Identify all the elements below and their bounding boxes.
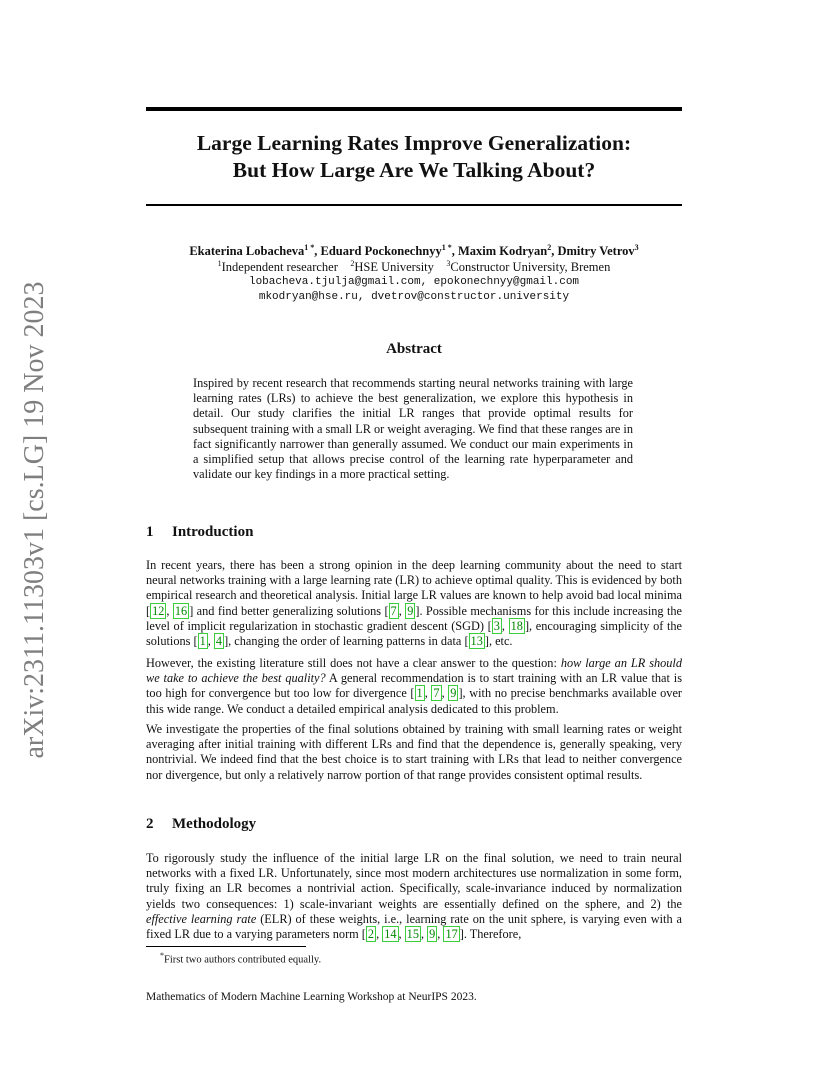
citation-link[interactable]: 18: [510, 618, 523, 633]
citation-link[interactable]: 14: [384, 927, 397, 942]
text-run: ], with no precise benchmarks available over this wide range. We conduct a detailed empirical analysis dedicated to this problem.: [146, 686, 683, 716]
section-heading-methodology: [146, 816, 256, 833]
affil-name: HSE University: [354, 260, 434, 275]
affil-name: Independent researcher: [221, 260, 338, 275]
author-mark: 3: [634, 243, 639, 252]
methodology-paragraph-1: [146, 851, 682, 942]
citation-link[interactable]: 3: [493, 618, 500, 633]
text-run: (ELR) of these weights, i.e., learning rate on the unit sphere, is varying even with a fixed LR due to a varying parameters norm [: [146, 911, 682, 942]
text-run: ,: [441, 686, 449, 701]
text-run: ]. Possible mechanisms for this include increasing the level of implicit regularization in stochastic gradient descent (SGD) [: [146, 603, 682, 633]
intro-paragraph-2: [146, 656, 682, 717]
footnote-text: First two authors contributed equally.: [164, 954, 322, 966]
abstract-heading: Abstract: [386, 341, 442, 357]
citation-link[interactable]: 16: [174, 603, 188, 618]
paper-title: [146, 130, 682, 184]
venue-note: Mathematics of Modern Machine Learning Workshop at NeurIPS 2023.: [146, 991, 477, 1003]
section-title: Introduction: [172, 524, 254, 540]
arxiv-stamp: arXiv:2311.11303v1 [cs.LG] 19 Nov 2023: [19, 281, 50, 759]
footnote-rule: [146, 946, 306, 947]
author-name: Ekaterina Lobacheva: [189, 244, 305, 259]
text-run: ]. Therefore,: [459, 927, 522, 942]
footnote-mark: *: [160, 951, 164, 960]
author-name: Eduard Pockonechnyy: [320, 244, 442, 259]
author-mark: 1 *: [441, 243, 452, 252]
author-mark: 1 *: [304, 243, 315, 252]
affil-mark: 1: [217, 259, 222, 268]
section-number: 2: [146, 816, 154, 832]
section-number: 1: [146, 524, 154, 540]
author-name: Maxim Kodryan: [457, 244, 548, 259]
intro-paragraph-3: We investigate the properties of the final solutions obtained by training with small learning rates or weight averaging after initial training with different LRs and find that the dependence is, generally speaking, very nontrivial. We indeed find that the best choice is to start training with LRs that lead to neither convergence nor divergence, but only a relatively narrow portion of that range provides consistent optimal results.: [146, 722, 682, 782]
text-run: ,: [501, 618, 509, 633]
text-run: To rigorously study the influence of the initial large LR on the final solution, we need to train neural networks with a fixed LR. Unfortunately, since most modern architectures use normalization in some form, truly fixing an LR becomes a nontrivial action. Specifically, scale-invariance induced by normalization yields two consequences: 1) scale-invariant weights are essentially defined on the sphere, and 2) the: [146, 851, 682, 911]
text-run: ,: [376, 927, 383, 942]
text-run: In recent years, there has been a strong opinion in the deep learning community about the need to start neural networks training with a large learning rate (LR) to achieve optimal quality. This is evidenced by both empirical research and theoretical analysis. Initial large LR values are known to help avoid bad local minima [: [146, 558, 682, 618]
citation-link[interactable]: 7: [433, 686, 440, 701]
text-run: However, the existing literature still does not have a clear answer to the question:: [146, 656, 561, 670]
citation-link[interactable]: 9: [429, 927, 436, 942]
text-run: ,: [166, 603, 173, 618]
text-run: ,: [437, 927, 444, 942]
text-run: ,: [398, 603, 406, 618]
author-list: Ekaterina Lobacheva$^{1 *}$, Eduard Pockonechnyy$^{1 *}$, Maxim Kodryan$^2$, Dmitry Vetrov$^3$: [189, 243, 639, 259]
citation-link[interactable]: 12: [152, 603, 165, 618]
text-run: ,: [398, 927, 405, 942]
affil-mark: 2: [350, 259, 355, 268]
section-title: Methodology: [172, 816, 257, 832]
title-bottom-rule: [146, 204, 682, 206]
author-mark: 2: [547, 243, 552, 252]
text-run: ,: [424, 686, 432, 701]
citation-link[interactable]: 17: [445, 927, 458, 942]
affil-mark: 3: [446, 259, 451, 268]
section-heading-introduction: [146, 524, 253, 541]
text-run: ], etc.: [484, 634, 513, 649]
citation-link[interactable]: 7: [390, 603, 397, 618]
text-run: ,: [420, 927, 428, 942]
text-run: ], encouraging simplicity of the solutions [: [146, 618, 683, 649]
title-top-rule: [146, 107, 682, 111]
italic-question: how large an LR should we take to achieve the best quality?: [146, 656, 682, 686]
title-line-1: Large Learning Rates Improve Generalization:: [196, 131, 632, 155]
abstract-text: Inspired by recent research that recommends starting neural networks training with large learning rates (LRs) to achieve the best generalization, we explore this hypothesis in detail. Our study clarifies the initial LR ranges that provide optimal results for subsequent training with a small LR or weight averaging. We find that these ranges are in fact significantly narrower than generally assumed. We conduct our main experiments in a simplified setup that allows precise control of the learning rate hyperparameter and validate our key findings in a more practical setting.: [193, 376, 633, 482]
affiliations: [146, 259, 682, 275]
email-line-1: lobacheva.tjulja@gmail.com, epokonechnyy@gmail.com: [248, 276, 580, 288]
author-name: Dmitry Vetrov: [557, 244, 635, 259]
citation-link[interactable]: 4: [215, 634, 223, 649]
citation-link[interactable]: 1: [416, 686, 423, 701]
citation-link[interactable]: 1: [199, 634, 206, 649]
text-run: ], changing the order of learning patterns in data [: [224, 634, 469, 649]
title-line-2: But How Large Are We Talking About?: [232, 158, 596, 182]
citation-link[interactable]: 9: [407, 603, 414, 618]
email-line-2: mkodryan@hse.ru, dvetrov@constructor.university: [258, 291, 570, 303]
italic-term: effective learning rate: [146, 911, 257, 926]
intro-paragraph-1: [146, 558, 682, 649]
affil-name: Constructor University, Bremen: [450, 260, 611, 275]
citation-link[interactable]: 15: [406, 927, 419, 942]
citation-link[interactable]: 2: [367, 927, 375, 942]
citation-link[interactable]: 13: [470, 634, 483, 649]
citation-link[interactable]: 9: [450, 686, 457, 701]
text-run: ,: [207, 634, 214, 649]
footnote: [160, 951, 321, 966]
text-run: A general recommendation is to start training with an LR value that is too high for convergence but too low for divergence [: [146, 671, 682, 701]
text-run: ] and find better generalizing solutions [: [189, 603, 389, 618]
